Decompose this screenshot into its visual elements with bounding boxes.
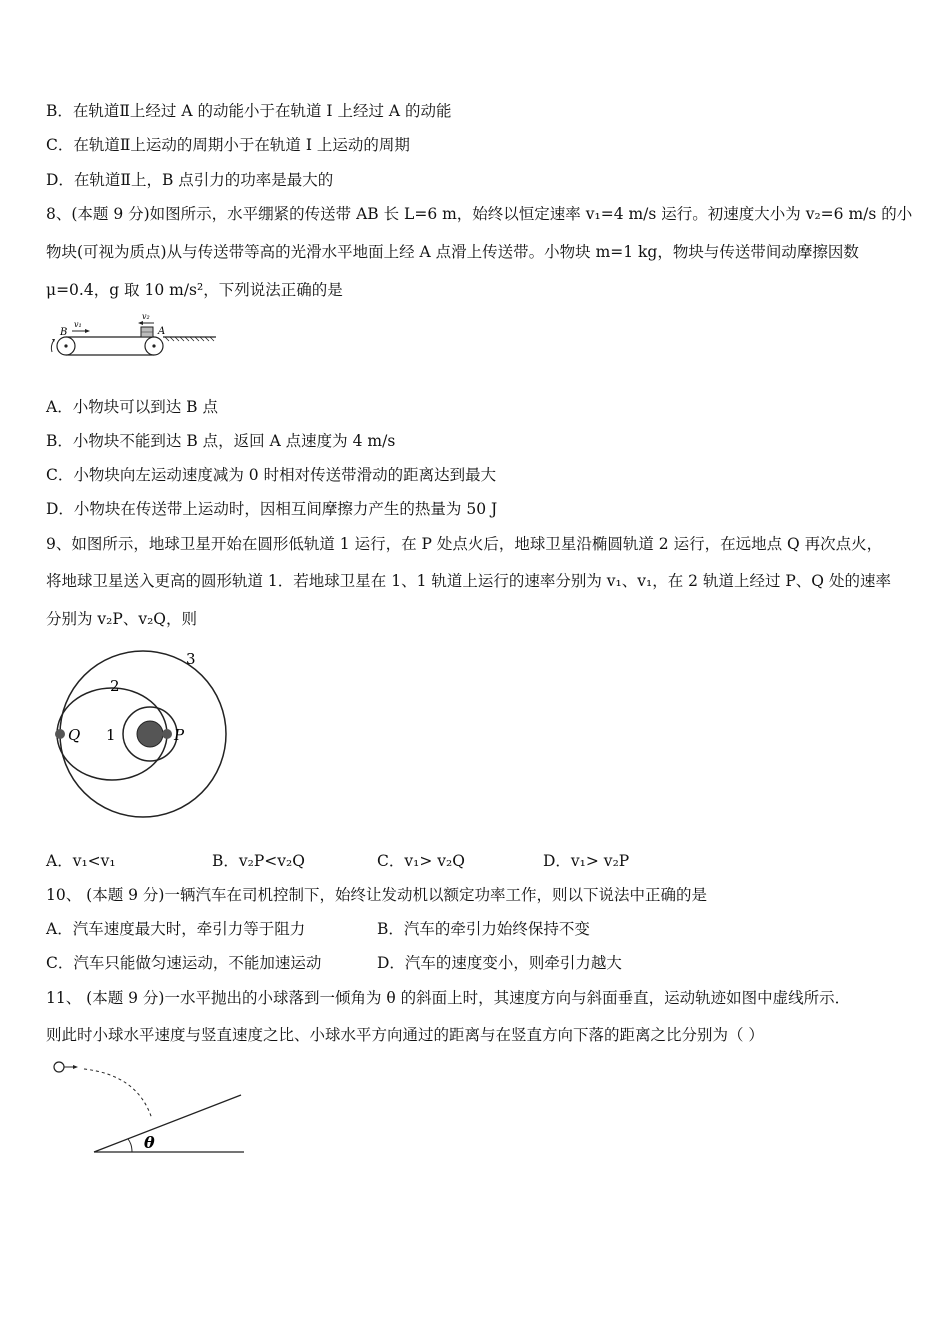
- q10-stem: 10、 (本题 9 分)一辆汽车在司机控制下，始终让发动机以额定功率工作，则以下说法中正确的是: [46, 886, 707, 904]
- q9-option-b: B．v₂P<v₂Q: [212, 852, 305, 870]
- label-q: Q: [68, 726, 81, 744]
- q10-option-d: D．汽车的速度变小，则牵引力越大: [377, 954, 622, 972]
- q7-option-b: B．在轨道Ⅱ上经过 A 的动能小于在轨道 I 上经过 A 的动能: [46, 102, 452, 120]
- incline-projectile-figure: [48, 1055, 248, 1160]
- q11-stem-line2: 则此时小球水平速度与竖直速度之比、小球水平方向通过的距离与在竖直方向下落的距离之比分别为（ ）: [46, 1026, 764, 1044]
- q10-option-a: A．汽车速度最大时，牵引力等于阻力: [46, 920, 306, 938]
- q8-stem-line1: 8、(本题 9 分)如图所示，水平绷紧的传送带 AB 长 L=6 m，始终以恒定速率 v₁=4 m/s 运行。初速度大小为 v₂=6 m/s 的小: [46, 205, 913, 223]
- orbit-figure: [46, 644, 246, 829]
- q8-option-c: C．小物块向左运动速度减为 0 时相对传送带滑动的距离达到最大: [46, 466, 497, 484]
- q8-option-b: B．小物块不能到达 B 点，返回 A 点速度为 4 m/s: [46, 432, 396, 450]
- label-orbit-2: 2: [110, 677, 120, 695]
- q7-option-d: D．在轨道Ⅱ上，B 点引力的功率是最大的: [46, 171, 334, 189]
- label-b: B: [60, 327, 68, 338]
- label-orbit-3: 3: [186, 650, 196, 668]
- label-v1: v₁: [74, 320, 82, 329]
- q9-stem-line3: 分别为 v₂P、v₂Q，则: [46, 610, 198, 628]
- q10-option-c: C．汽车只能做匀速运动，不能加速运动: [46, 954, 322, 972]
- point-p: [162, 729, 172, 739]
- q9-option-a: A．v₁<v₁: [46, 852, 116, 870]
- q7-option-c: C．在轨道Ⅱ上运动的周期小于在轨道 I 上运动的周期: [46, 136, 410, 154]
- label-theta: θ: [144, 1133, 155, 1152]
- label-a: A: [158, 326, 166, 337]
- ball: [54, 1062, 64, 1072]
- q9-stem-line2: 将地球卫星送入更高的圆形轨道 1．若地球卫星在 1、1 轨道上运行的速率分别为 v₁、v₁，在 2 轨道上经过 P、Q 处的速率: [46, 572, 891, 590]
- label-p: P: [174, 726, 185, 744]
- q11-stem-line1: 11、 (本题 9 分)一水平抛出的小球落到一倾角为 θ 的斜面上时，其速度方向与斜面垂直，运动轨迹如图中虚线所示．: [46, 989, 851, 1007]
- q10-option-b: B．汽车的牵引力始终保持不变: [377, 920, 590, 938]
- q8-stem-line2: 物块(可视为质点)从与传送带等高的光滑水平地面上经 A 点滑上传送带。小物块 m=1 kg，物块与传送带间动摩擦因数: [46, 243, 859, 261]
- label-orbit-1: 1: [106, 726, 116, 744]
- earth: [137, 721, 163, 747]
- q9-option-d: D．v₁> v₂P: [543, 852, 630, 870]
- q9-stem-line1: 9、如图所示，地球卫星开始在圆形低轨道 1 运行，在 P 处点火后，地球卫星沿椭圆轨道 2 运行，在远地点 Q 再次点火，: [46, 535, 883, 553]
- label-v2: v₂: [142, 312, 150, 321]
- q8-option-d: D．小物块在传送带上运动时，因相互间摩擦力产生的热量为 50 J: [46, 500, 498, 518]
- q8-option-a: A．小物块可以到达 B 点: [46, 398, 218, 416]
- conveyor-belt-figure: [44, 310, 224, 360]
- q9-option-c: C．v₁> v₂Q: [377, 852, 465, 870]
- point-q: [55, 729, 65, 739]
- q8-stem-line3: μ=0.4，g 取 10 m/s²，下列说法正确的是: [46, 281, 343, 299]
